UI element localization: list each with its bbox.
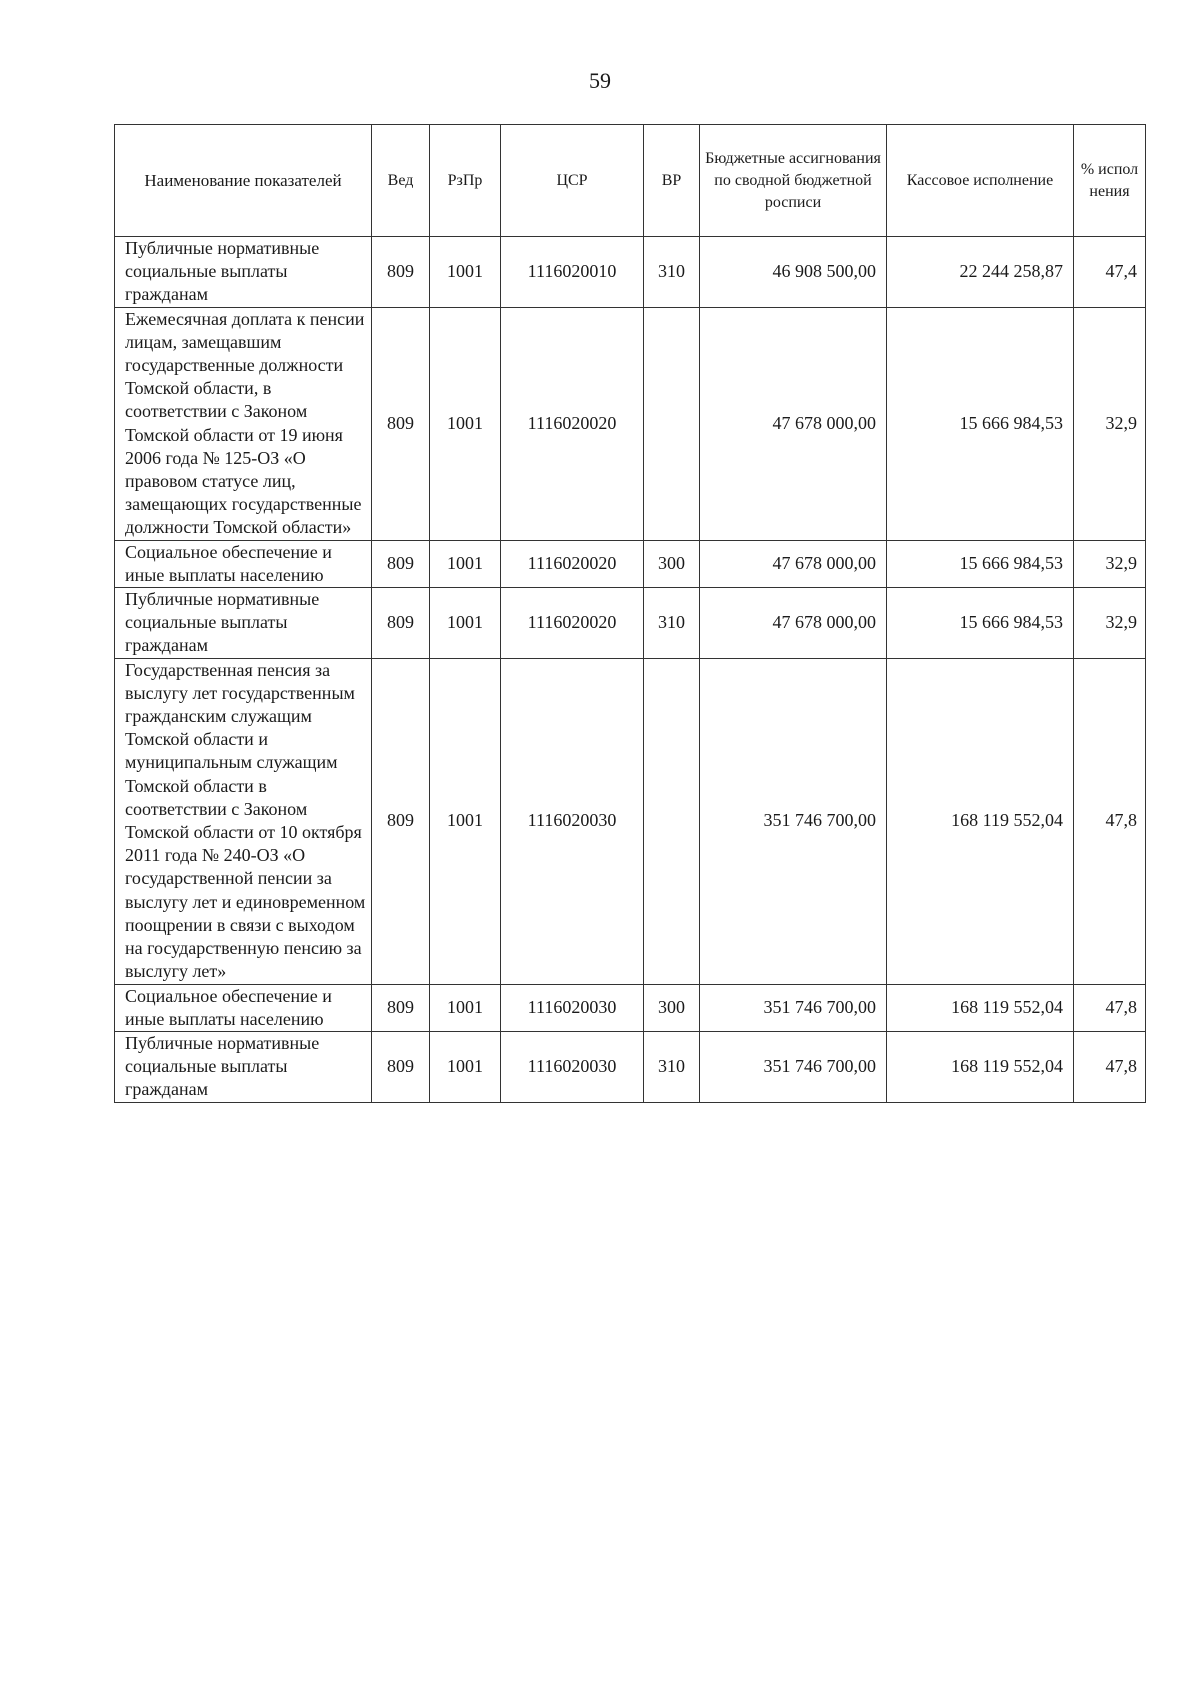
- row-executed: 168 119 552,04: [887, 658, 1074, 984]
- row-percent: 32,9: [1074, 307, 1146, 540]
- row-name: Социальное обеспечение и иные выплаты населению: [115, 984, 372, 1031]
- header-ved: Вед: [372, 125, 430, 237]
- row-assigned: 47 678 000,00: [700, 540, 887, 587]
- row-executed: 168 119 552,04: [887, 984, 1074, 1031]
- row-name: Ежемесячная доплата к пенсии лицам, замещавшим государственные должности Томской области, в соответствии с Законом Томской области от 19 июня 2006 года № 125-ОЗ «О правовом статусе лиц, замещающих государственные должности Томской области»: [115, 307, 372, 540]
- row-csr: 1116020020: [501, 588, 644, 659]
- row-vr: 310: [644, 1031, 700, 1102]
- table-header-row: [115, 125, 1146, 237]
- table-row: [115, 540, 1146, 587]
- row-executed: 168 119 552,04: [887, 1031, 1074, 1102]
- row-assigned: 351 746 700,00: [700, 658, 887, 984]
- row-rzpr: 1001: [430, 588, 501, 659]
- row-vr: 310: [644, 588, 700, 659]
- page-number: 59: [589, 68, 611, 93]
- row-percent: 32,9: [1074, 588, 1146, 659]
- row-rzpr: 1001: [430, 1031, 501, 1102]
- row-rzpr: 1001: [430, 237, 501, 308]
- row-vr: 300: [644, 984, 700, 1031]
- row-assigned: 46 908 500,00: [700, 237, 887, 308]
- row-executed: 22 244 258,87: [887, 237, 1074, 308]
- row-name: Публичные нормативные социальные выплаты гражданам: [115, 237, 372, 308]
- header-executed: Кассовое исполнение: [887, 125, 1074, 237]
- row-executed: 15 666 984,53: [887, 588, 1074, 659]
- row-name: Публичные нормативные социальные выплаты гражданам: [115, 1031, 372, 1102]
- row-csr: 1116020030: [501, 984, 644, 1031]
- header-csr: ЦСР: [501, 125, 644, 237]
- row-vr: [644, 307, 700, 540]
- row-ved: 809: [372, 588, 430, 659]
- row-assigned: 351 746 700,00: [700, 1031, 887, 1102]
- row-ved: 809: [372, 984, 430, 1031]
- header-name: Наименование показателей: [115, 125, 372, 237]
- row-name: Государственная пенсия за выслугу лет государственным гражданским служащим Томской области и муниципальным служащим Томской области в соответствии с Законом Томской области от 10 октября 2011 года № 240-ОЗ «О государственной пенсии за выслугу лет и единовременном поощрении в связи с выходом на государственную пенсию за выслугу лет»: [115, 658, 372, 984]
- row-csr: 1116020020: [501, 307, 644, 540]
- header-assigned: Бюджетные ассигнования по сводной бюджетной росписи: [700, 125, 887, 237]
- row-ved: 809: [372, 658, 430, 984]
- row-csr: 1116020030: [501, 658, 644, 984]
- row-vr: 300: [644, 540, 700, 587]
- table-row: [115, 1031, 1146, 1102]
- row-ved: 809: [372, 307, 430, 540]
- row-assigned: 47 678 000,00: [700, 588, 887, 659]
- table-row: [115, 588, 1146, 659]
- row-assigned: 351 746 700,00: [700, 984, 887, 1031]
- row-name: Публичные нормативные социальные выплаты гражданам: [115, 588, 372, 659]
- row-name: Социальное обеспечение и иные выплаты населению: [115, 540, 372, 587]
- header-vr: ВР: [644, 125, 700, 237]
- row-vr: 310: [644, 237, 700, 308]
- table-row: [115, 237, 1146, 308]
- row-assigned: 47 678 000,00: [700, 307, 887, 540]
- row-executed: 15 666 984,53: [887, 540, 1074, 587]
- row-percent: 47,8: [1074, 984, 1146, 1031]
- row-percent: 47,4: [1074, 237, 1146, 308]
- row-csr: 1116020020: [501, 540, 644, 587]
- row-vr: [644, 658, 700, 984]
- table-row: [115, 984, 1146, 1031]
- row-csr: 1116020030: [501, 1031, 644, 1102]
- table-row: [115, 658, 1146, 984]
- row-ved: 809: [372, 540, 430, 587]
- row-rzpr: 1001: [430, 658, 501, 984]
- header-rzpr: РзПр: [430, 125, 501, 237]
- header-percent: % испол нения: [1074, 125, 1146, 237]
- row-csr: 1116020010: [501, 237, 644, 308]
- row-percent: 47,8: [1074, 1031, 1146, 1102]
- row-rzpr: 1001: [430, 540, 501, 587]
- row-ved: 809: [372, 1031, 430, 1102]
- table-row: [115, 307, 1146, 540]
- row-percent: 32,9: [1074, 540, 1146, 587]
- row-rzpr: 1001: [430, 984, 501, 1031]
- row-ved: 809: [372, 237, 430, 308]
- row-rzpr: 1001: [430, 307, 501, 540]
- row-executed: 15 666 984,53: [887, 307, 1074, 540]
- row-percent: 47,8: [1074, 658, 1146, 984]
- budget-execution-table: [114, 124, 1146, 1103]
